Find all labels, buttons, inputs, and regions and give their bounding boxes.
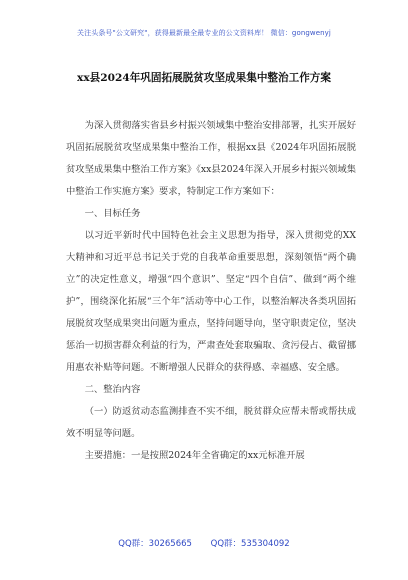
document-body: [66, 115, 356, 467]
document-title: xx县2024年巩固拓展脱贫攻坚成果集中整治工作方案: [77, 72, 331, 84]
promo-banner: 关注头条号"公文研究"，获得最新最全最专业的公文资料库！ 微信：gongwenyj: [77, 29, 331, 37]
footer-banner: [0, 537, 408, 549]
qq-group-2: QQ群：535304092: [210, 539, 290, 549]
body-paragraph: 以习近平新时代中国特色社会主义思想为指导，深入贯彻党的XX大精神和习近平总书记关于党的自我革命重要思想，深刻领悟“两个确立”的决定性意义，增强“四个意识”、坚定“四个自信”、做到“两个维护”，围绕深化拓展“三个年”活动等中心工作，以整治解决各类巩固拓展脱贫攻坚成果突出问题为重点，坚持问题导向，坚守职责定位，坚决惩治一切损害群众利益的行为，严肃查处套取骗取、贪污侵占、截留挪用惠农补贴等问题。不断增强人民群众的获得感、幸福感、安全感。: [66, 230, 356, 373]
body-paragraph: 主要措施：一是按照2024年全省确定的xx元标准开展: [84, 450, 305, 461]
section-heading: 一、目标任务: [84, 208, 141, 219]
body-paragraph: （一）防返贫动态监测排查不实不细，脱贫群众应帮未帮或帮扶成效不明显等问题。: [66, 406, 356, 439]
section-heading: 二、整治内容: [84, 384, 141, 395]
qq-group-1: QQ群：30265665: [118, 539, 192, 549]
intro-paragraph: 为深入贯彻落实省县乡村振兴领域集中整治安排部署，扎实开展好巩固拓展脱贫攻坚成果集中整治工作，根据xx县《2024年巩固拓展脱贫攻坚成果集中整治工作方案》《xx县2024年深入开展乡村振兴领域集中整治工作实施方案》要求，特制定工作方案如下：: [66, 120, 356, 197]
